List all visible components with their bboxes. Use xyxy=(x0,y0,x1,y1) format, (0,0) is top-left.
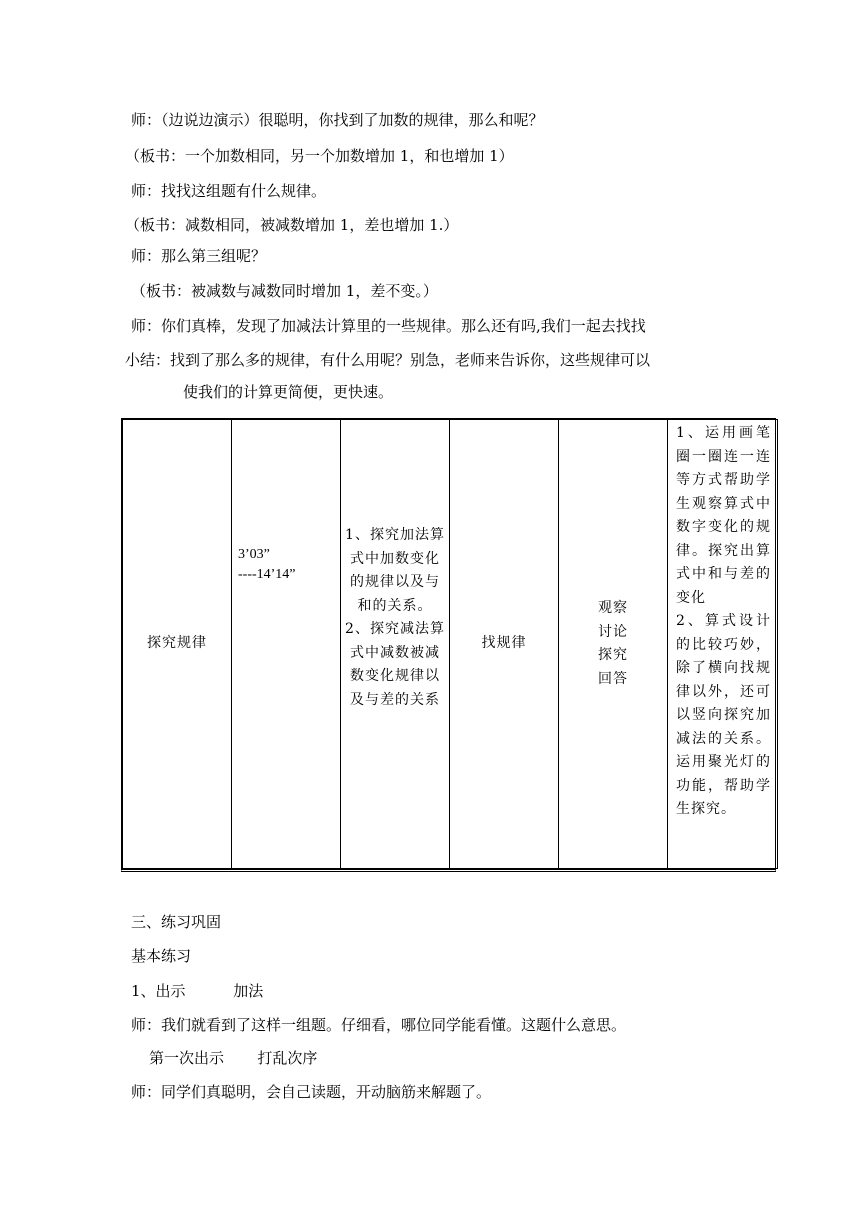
time-cell xyxy=(232,420,341,869)
goals-text: 1、探究加法算式中加数变化的规律以及与和的关系。 2、探究减法算式中减数被减数变化规律以及与差的关系 xyxy=(345,527,445,708)
table-row xyxy=(123,420,778,869)
text-line-7: 师：你们真棒，发现了加减法计算里的一些规律。那么还有吗,我们一起去找找 xyxy=(131,317,646,335)
text-line-3: 师：找找这组题有什么规律。 xyxy=(131,182,327,200)
stage-cell xyxy=(123,420,232,869)
subheading: 基本练习 xyxy=(131,947,192,965)
text-line-13: 师：我们就看到了这样一组题。仔细看，哪位同学能看懂。这题什么意思。 xyxy=(131,1016,627,1034)
text-line-5: 师：那么第三组呢？ xyxy=(131,247,267,265)
text-line-1: 师：（边说边演示）很聪明，你找到了加数的规律，那么和呢？ xyxy=(131,111,544,129)
text-line-12: 1、出示 加法 xyxy=(131,982,264,1000)
text-line-4: （板书：减数相同，被减数增加 1，差也增加 1.） xyxy=(125,216,459,234)
student-activity-text: 找规律 xyxy=(481,635,527,652)
section-heading: 三、练习巩固 xyxy=(131,913,222,931)
text-line-8: 小结：找到了那么多的规律，有什么用呢？别急，老师来告诉你，这些规律可以 xyxy=(125,351,651,369)
text-line-15: 师：同学们真聪明，会自己读题，开动脑筋来解题了。 xyxy=(131,1083,492,1101)
methods-cell xyxy=(559,420,668,869)
methods-text: 观察 讨论 探究 回答 xyxy=(598,600,628,687)
notes-cell xyxy=(668,420,778,869)
text-line-2: （板书：一个加数相同，另一个加数增加 1，和也增加 1） xyxy=(125,147,514,165)
text-line-14: 第一次出示 打乱次序 xyxy=(149,1049,318,1067)
lesson-plan-table xyxy=(121,418,776,872)
text-line-9: 使我们的计算更简便，更快速。 xyxy=(183,383,394,401)
notes-text: 1、运用画笔圈一圈连一连等方式帮助学生观察算式中数字变化的规律。探究出算式中和与差的变化 2、算式设计的比较巧妙，除了横向找规律以外，还可以竖向探究加减法的关系。运用聚光灯的功能，帮助学生探究。 xyxy=(676,425,771,817)
stage-text: 探究规律 xyxy=(147,635,207,652)
student-activity-cell xyxy=(450,420,559,869)
text-line-6: （板书：被减数与减数同时增加 1，差不变。） xyxy=(131,282,438,300)
goals-cell xyxy=(341,420,450,869)
time-text: 3’03” ----14’14” xyxy=(238,547,296,582)
